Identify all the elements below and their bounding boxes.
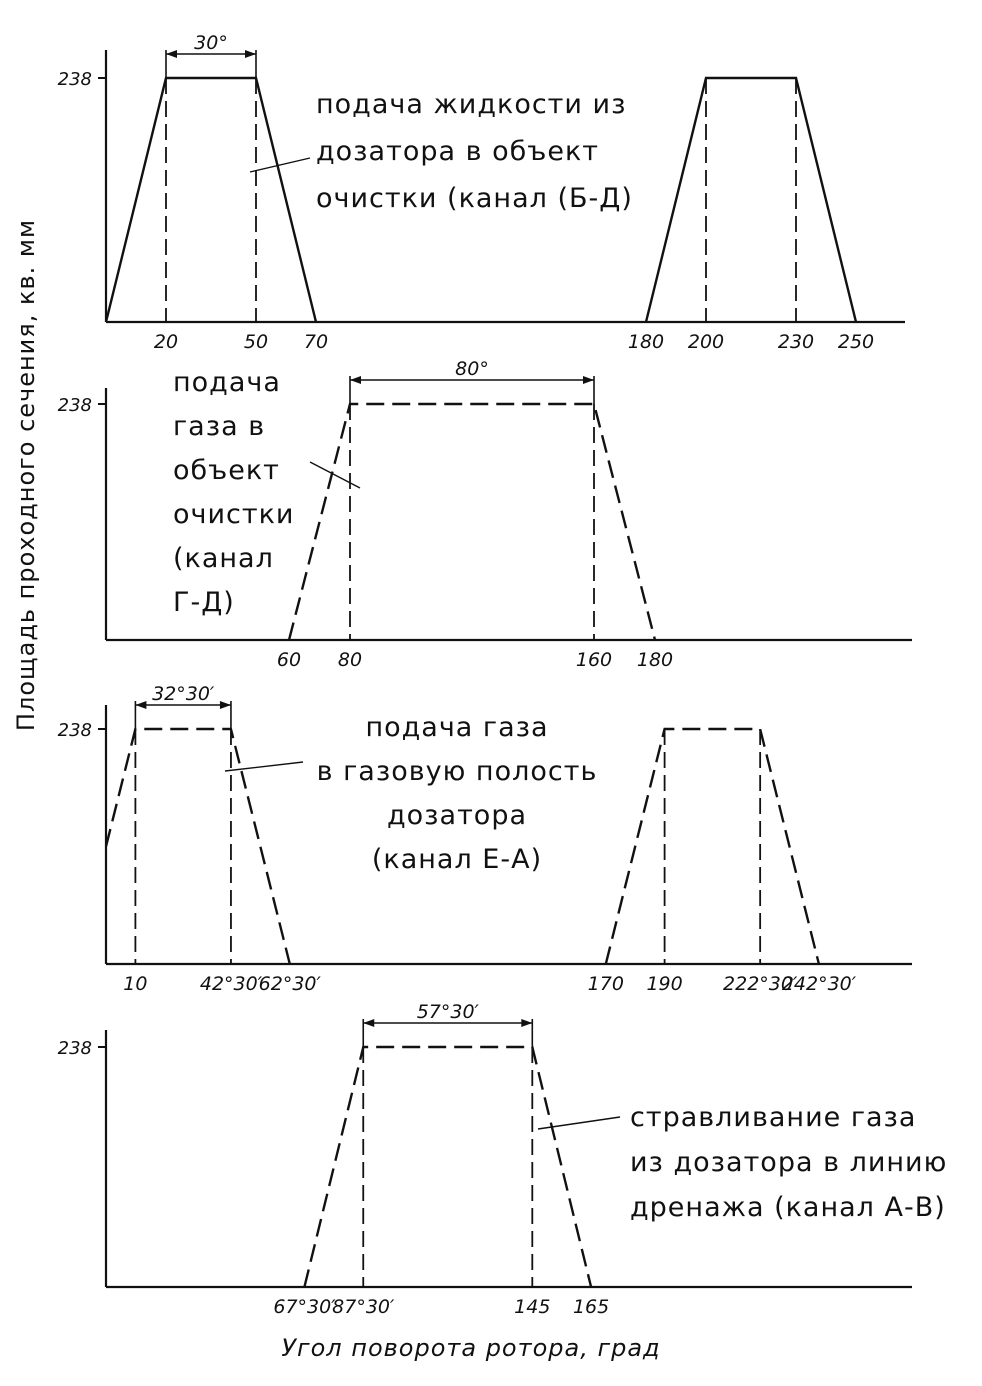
x-tick-label: 230	[777, 331, 815, 353]
annotation-line: (канал	[173, 543, 274, 574]
series-line	[606, 729, 819, 964]
x-tick-label: 250	[837, 331, 875, 353]
y-axis-label: Площадь проходного сечения, кв. мм	[12, 218, 40, 732]
series-line	[106, 78, 316, 322]
series-line	[106, 729, 290, 964]
y-tick-label: 238	[57, 720, 92, 741]
chart-panel	[58, 358, 912, 671]
annotation-line: из дозатора в линию	[630, 1147, 948, 1178]
series-line	[289, 404, 655, 640]
span-arrowhead	[350, 376, 361, 384]
annotation-line: стравливание газа	[630, 1102, 917, 1133]
x-tick-label: 170	[587, 973, 624, 995]
annotation-line: Г-Д)	[173, 587, 235, 618]
x-tick-label: 180	[636, 649, 674, 671]
x-tick-label: 20	[153, 331, 179, 353]
annotation-line: дозатора	[386, 800, 528, 831]
x-tick-label: 190	[646, 973, 683, 995]
span-label: 32°30′	[152, 683, 215, 705]
annotation-leader-line	[225, 762, 303, 771]
annotation-line: подача	[173, 367, 281, 398]
annotation-line: газа в	[173, 411, 266, 442]
chart-panel	[58, 683, 912, 995]
x-tick-label: 60	[276, 649, 302, 671]
annotation-line: дозатора в объект	[316, 136, 599, 167]
span-label: 80°	[455, 358, 489, 380]
x-tick-label: 70	[303, 331, 329, 353]
y-tick-label: 238	[57, 69, 92, 90]
x-tick-label: 200	[687, 331, 725, 353]
annotation-leader-line	[310, 462, 360, 488]
span-label: 30°	[194, 32, 228, 54]
series-line	[646, 78, 856, 322]
chart-panel	[58, 1001, 948, 1318]
x-tick-label: 160	[575, 649, 613, 671]
x-tick-label: 80	[337, 649, 363, 671]
x-tick-label: 145	[514, 1296, 551, 1318]
span-label: 57°30′	[416, 1001, 479, 1023]
annotation-line: очистки (канал (Б-Д)	[316, 183, 633, 214]
span-arrowhead	[166, 50, 177, 58]
annotation-line: дренажа (канал А-В)	[630, 1192, 946, 1223]
annotation-line: подача жидкости из	[316, 89, 627, 120]
y-tick-label: 238	[57, 1038, 92, 1059]
x-tick-label: 62°30′	[258, 973, 321, 995]
chart-panel	[58, 32, 905, 353]
x-tick-label: 180	[627, 331, 665, 353]
x-tick-label: 42°30′	[199, 973, 263, 995]
annotation-leader-line	[250, 158, 310, 172]
span-arrowhead	[521, 1019, 532, 1027]
annotation-line: очистки	[173, 499, 295, 530]
span-arrowhead	[245, 50, 256, 58]
span-arrowhead	[363, 1019, 374, 1027]
span-arrowhead	[583, 376, 594, 384]
x-axis-label: Угол поворота ротора, град	[281, 1334, 661, 1362]
x-tick-label: 67°30′	[273, 1296, 336, 1318]
x-tick-label: 10	[123, 973, 148, 995]
x-tick-label: 222°30′	[723, 973, 798, 995]
annotation-line: объект	[173, 455, 280, 486]
x-tick-label: 165	[572, 1296, 610, 1318]
annotation-line: подача газа	[365, 712, 549, 743]
annotation-line: в газовую полость	[316, 756, 598, 787]
x-tick-label: 242°30′	[781, 973, 857, 995]
x-tick-label: 87°30′	[332, 1296, 395, 1318]
span-arrowhead	[220, 701, 231, 709]
span-arrowhead	[135, 701, 146, 709]
series-line	[304, 1047, 591, 1287]
y-tick-label: 238	[57, 395, 92, 416]
annotation-line: (канал Е-А)	[371, 844, 543, 875]
x-tick-label: 50	[243, 331, 269, 353]
